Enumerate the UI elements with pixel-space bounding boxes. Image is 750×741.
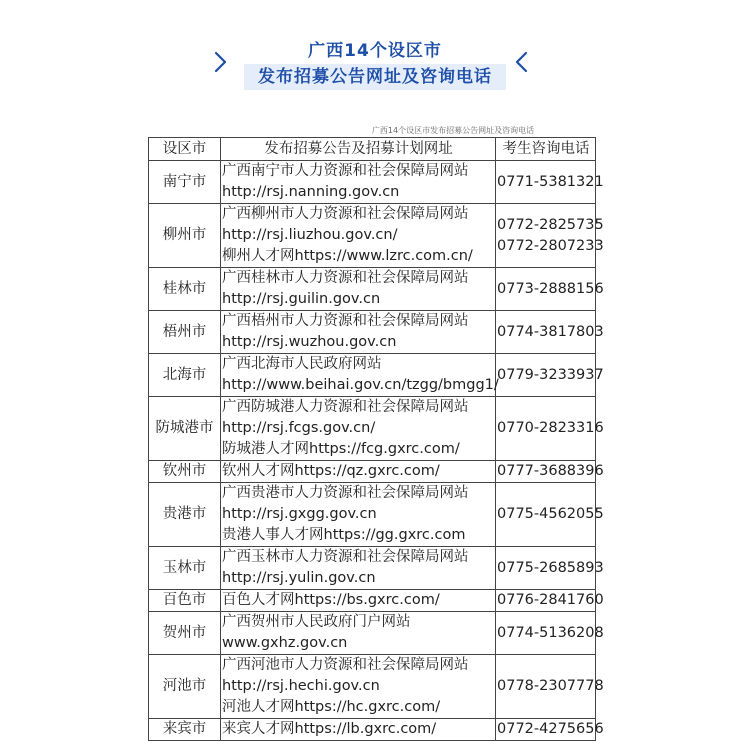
phone-number: 0775-4562055 [497, 506, 604, 522]
website-line: http://rsj.fcgs.gov.cn/ [222, 420, 376, 436]
website-cell [221, 397, 496, 461]
website-line: http://rsj.gxgg.gov.cn [222, 506, 377, 522]
chevron-left-icon [514, 50, 530, 74]
website-line: http://rsj.hechi.gov.cn [222, 678, 380, 694]
title-banner [0, 0, 750, 110]
website-line: 钦州人才网https://qz.gxrc.com/ [222, 463, 440, 479]
website-line: 广西北海市人民政府网站 [222, 356, 382, 372]
website-cell [221, 547, 496, 590]
table-row [149, 590, 596, 612]
table-row [149, 161, 596, 204]
website-cell [221, 461, 496, 483]
website-line: 广西玉林市人力资源和社会保障局网站 [222, 549, 469, 565]
table-row [149, 719, 596, 741]
phone-number: 0772-2807233 [497, 237, 604, 254]
phone-number: 0775-2685893 [497, 559, 604, 576]
website-line: www.gxhz.gov.cn [222, 635, 348, 651]
city-cell: 桂林市 [149, 268, 221, 311]
website-line: http://rsj.yulin.gov.cn [222, 570, 376, 586]
phone-cell [496, 547, 604, 590]
website-line: 百色人才网https://bs.gxrc.com/ [222, 592, 440, 608]
table-row [149, 204, 596, 268]
phone-number: 0777-3688396 [497, 463, 604, 479]
website-cell [221, 612, 496, 655]
phone-cell [496, 204, 604, 268]
website-cell [221, 483, 496, 547]
table-row [149, 268, 596, 311]
phone-cell [496, 397, 604, 461]
phone-number: 0770-2823316 [497, 420, 604, 436]
website-line: 广西梧州市人力资源和社会保障局网站 [222, 313, 469, 329]
city-cell: 玉林市 [149, 547, 221, 590]
website-cell [221, 268, 496, 311]
table-caption: 广西14个设区市发布招募公告网址及咨询电话 [371, 126, 535, 135]
phone-number: 0772-2825735 [497, 216, 604, 233]
phone-cell [496, 161, 604, 204]
city-cell: 梧州市 [149, 311, 221, 354]
table-header-row [149, 138, 596, 161]
phone-number: 0778-2307778 [497, 678, 604, 694]
phone-cell [496, 590, 604, 612]
column-header-phone: 考生咨询电话 [496, 138, 596, 161]
table-row [149, 311, 596, 354]
phone-number: 0774-5136208 [497, 624, 604, 641]
website-line: http://www.beihai.gov.cn/tzgg/bmgg1/ [222, 377, 499, 393]
phone-number: 0772-4275656 [497, 721, 604, 737]
table-row [149, 354, 596, 397]
city-cell: 贺州市 [149, 612, 221, 655]
table-row [149, 547, 596, 590]
website-line: 河池人才网https://hc.gxrc.com/ [222, 699, 441, 715]
city-cell: 北海市 [149, 354, 221, 397]
website-line: http://rsj.liuzhou.gov.cn/ [222, 227, 398, 243]
website-line: 广西防城港人力资源和社会保障局网站 [222, 399, 469, 415]
website-line: 贵港人事人才网https://gg.gxrc.com [222, 527, 466, 543]
website-cell [221, 311, 496, 354]
website-line: 柳州人才网https://www.lzrc.com.cn/ [222, 248, 473, 264]
page-subtitle: 发布招募公告网址及咨询电话 [244, 64, 506, 90]
website-line: http://rsj.nanning.gov.cn [222, 184, 400, 200]
phone-number: 0776-2841760 [497, 592, 604, 608]
website-line: 广西贵港市人力资源和社会保障局网站 [222, 485, 469, 501]
phone-cell [496, 268, 604, 311]
table-row [149, 461, 596, 483]
table-row [149, 483, 596, 547]
phone-cell [496, 354, 604, 397]
phone-number: 0771-5381321 [497, 173, 604, 190]
website-cell [221, 161, 496, 204]
phone-number: 0773-2888156 [497, 280, 604, 297]
city-cell: 贵港市 [149, 483, 221, 547]
website-line: http://rsj.wuzhou.gov.cn [222, 334, 397, 350]
phone-number: 0774-3817803 [497, 323, 604, 340]
website-line: http://rsj.guilin.gov.cn [222, 291, 381, 307]
city-cell: 河池市 [149, 655, 221, 719]
phone-cell [496, 483, 604, 547]
column-header-website: 发布招募公告及招募计划网址 [221, 138, 496, 161]
website-cell [221, 655, 496, 719]
city-cell: 柳州市 [149, 204, 221, 268]
website-cell [221, 590, 496, 612]
website-cell [221, 354, 499, 397]
website-cell [221, 719, 496, 741]
website-line: 防城港人才网https://fcg.gxrc.com/ [222, 441, 460, 457]
column-header-city: 设区市 [149, 138, 221, 161]
website-line: 来宾人才网https://lb.gxrc.com/ [222, 721, 437, 737]
website-cell [221, 204, 496, 268]
table-row [149, 397, 596, 461]
website-line: 广西贺州市人民政府门户网站 [222, 614, 411, 630]
website-line: 广西河池市人力资源和社会保障局网站 [222, 657, 469, 673]
recruitment-table [148, 137, 604, 741]
city-cell: 钦州市 [149, 461, 221, 483]
phone-cell [496, 655, 604, 719]
phone-cell [496, 719, 604, 741]
table-row [149, 612, 596, 655]
phone-cell [496, 311, 604, 354]
website-line: 广西桂林市人力资源和社会保障局网站 [222, 270, 469, 286]
website-line: 广西柳州市人力资源和社会保障局网站 [222, 206, 469, 222]
city-cell: 百色市 [149, 590, 221, 612]
city-cell: 防城港市 [149, 397, 221, 461]
page-title: 广西14个设区市 [308, 41, 442, 61]
table-row [149, 655, 596, 719]
phone-number: 0779-3233937 [497, 366, 604, 383]
phone-cell [496, 612, 604, 655]
phone-cell [496, 461, 604, 483]
website-line: 广西南宁市人力资源和社会保障局网站 [222, 163, 469, 179]
city-cell: 来宾市 [149, 719, 221, 741]
city-cell: 南宁市 [149, 161, 221, 204]
